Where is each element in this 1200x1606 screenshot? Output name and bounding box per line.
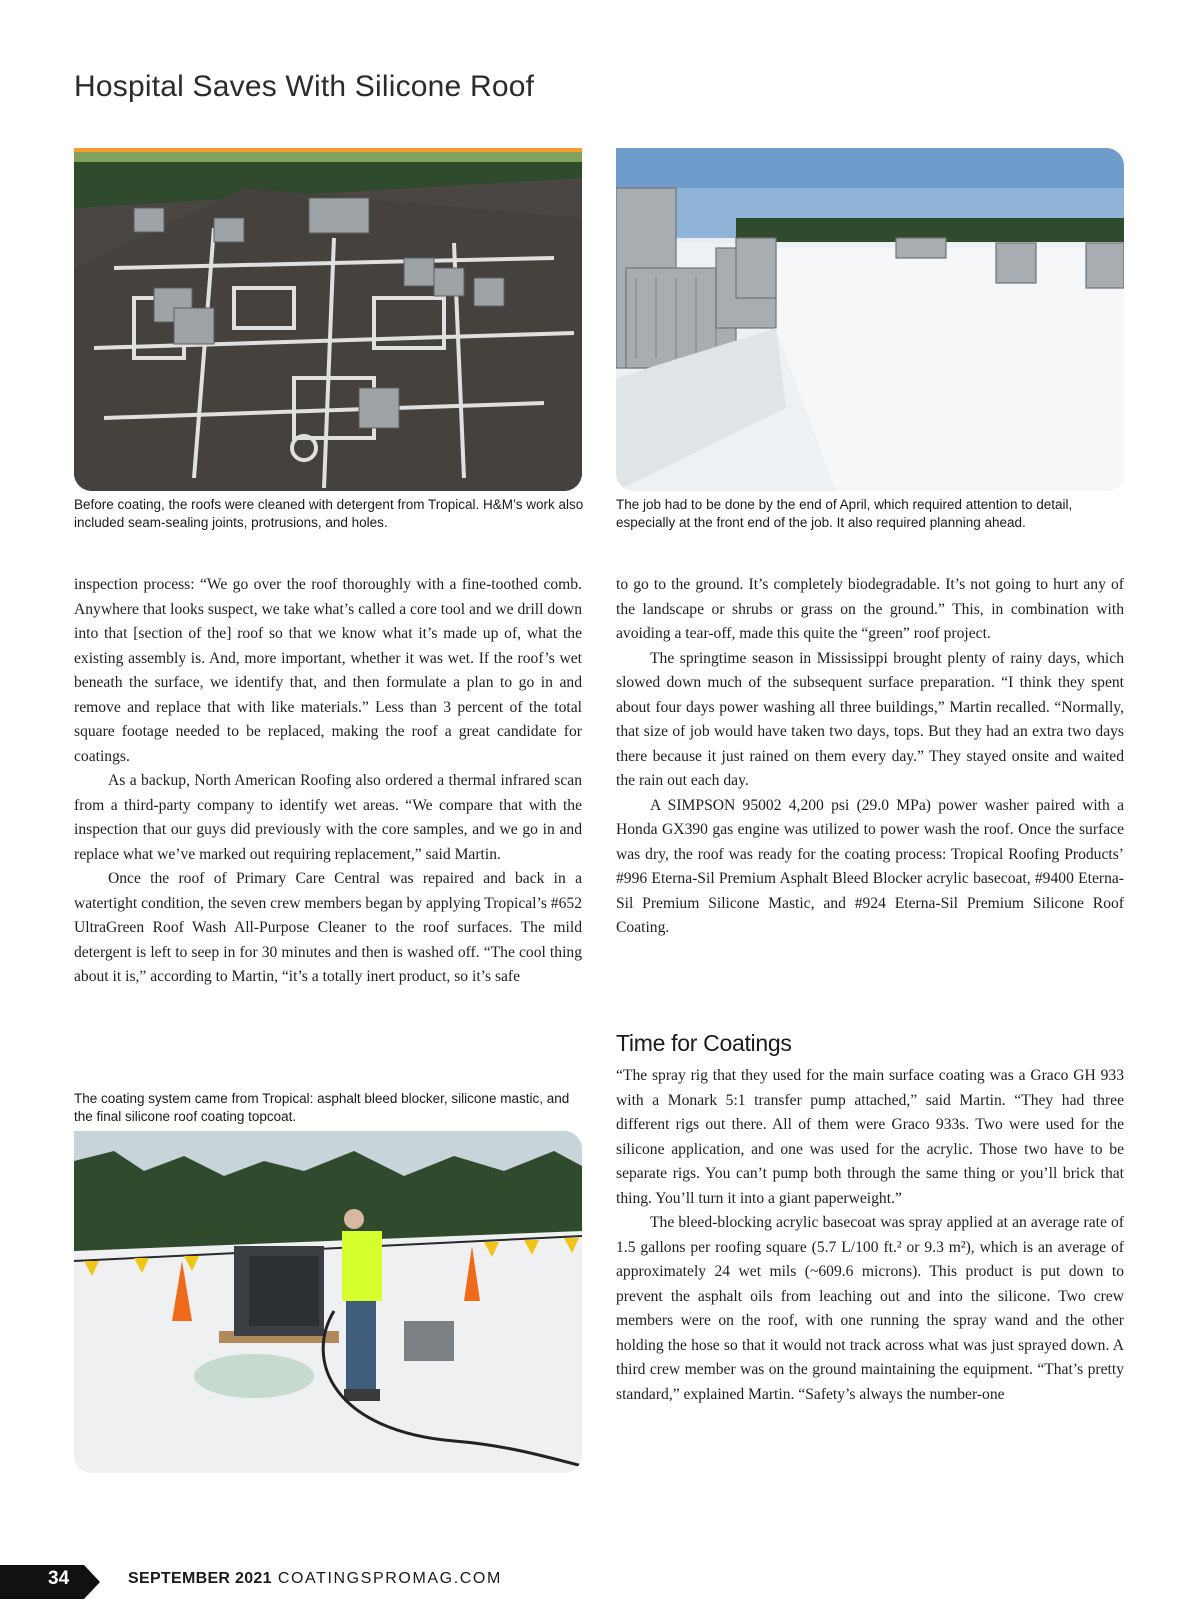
body-paragraph: A SIMPSON 95002 4,200 psi (29.0 MPa) power washer paired with a Honda GX390 gas engine was utilized to power wash the roof. Once the surface was dry, the roof was ready for the coating process: Tropical Roofing Products’ #996 Eterna-Sil Premium Asphalt Bleed Blocker acrylic basecoat, #9400 Eterna-Sil Premium Silicone Mastic, and #924 Eterna-Sil Premium Silicone Roof Coating. xyxy=(616,796,1124,936)
coated-roof-photo xyxy=(616,148,1124,491)
worker-spraying-image xyxy=(74,1131,582,1473)
body-column-left xyxy=(74,573,582,990)
article-title: Hospital Saves With Silicone Roof xyxy=(74,70,535,103)
body-column-right-top xyxy=(616,573,1124,941)
body-paragraph: Once the roof of Primary Care Central was repaired and back in a watertight condition, the seven crew members began by applying Tropical’s #652 UltraGreen Roof Wash All-Purpose Cleaner to the roof surfaces. The mild detergent is left to seep in for 30 minutes and then is washed off. “The cool thing about it is,” according to Martin, “it’s a totally inert product, so it’s safe xyxy=(74,870,582,985)
before-coating-photo xyxy=(74,148,582,491)
body-paragraph: inspection process: “We go over the roof thoroughly with a fine-toothed comb. Anywhere that looks suspect, we take what’s called a core tool and we drill down into that [section of the] roof so that we know what it’s made up of, what the existing assembly is. And, more important, whether it was wet. If the roof’s wet beneath the surface, we identify that, and then formulate a plan to go in and remove and replace that with like materials.” Less than 3 percent of the total square footage needed to be replaced, making the roof a great candidate for coatings. xyxy=(74,576,582,765)
worker-spraying-photo xyxy=(74,1131,582,1473)
caption-before-coating: Before coating, the roofs were cleaned with detergent from Tropical. H&M’s work also included seam-sealing joints, protrusions, and holes. xyxy=(74,497,584,530)
coated-roof-image xyxy=(616,148,1124,491)
body-column-right-bottom xyxy=(616,1064,1124,1407)
body-paragraph: “The spray rig that they used for the main surface coating was a Graco GH 933 with a Monark 5:1 transfer pump attached,” said Martin. “They had three different rigs out there. All of them were Graco 933s. Two were used for the silicone application, and one was used for the acrylic. Those two have to be separate rigs. You can’t pump both through the same thing or you’ll brick that thing. You’ll turn it into a giant paperweight.” xyxy=(616,1067,1124,1207)
body-paragraph: As a backup, North American Roofing also ordered a thermal infrared scan from a third-party company to identify wet areas. “We compare that with the inspection that our guys did previously with the core samples, and we go in and replace what we’ve marked out requiring replacement,” said Martin. xyxy=(74,772,582,863)
body-paragraph: The springtime season in Mississippi brought plenty of rainy days, which slowed down much of the subsequent surface preparation. “I think they spent about four days power washing all three buildings,” Martin recalled. “Normally, that size of job would have taken two days, tops. But they had an extra two days there because it just rained on them every day.” They stayed onsite and waited the rain out each day. xyxy=(616,649,1124,789)
caption-deadline: The job had to be done by the end of April, which required attention to detail, especially at the front end of the job. It also required planning ahead. xyxy=(616,497,1073,530)
before-coating-image xyxy=(74,148,582,491)
footer-issue-line xyxy=(128,1570,502,1588)
footer-site: COATINGSPROMAG.COM xyxy=(277,1570,502,1587)
caption-coating-system: The coating system came from Tropical: asphalt bleed blocker, silicone mastic, and the final silicone roof coating topcoat. xyxy=(74,1091,570,1124)
body-paragraph: The bleed-blocking acrylic basecoat was spray applied at an average rate of 1.5 gallons per roofing square (5.7 L/100 ft.² or 9.3 m²), which is an average of approximately 24 wet mils (~609.6 microns). This product is put down to prevent the asphalt oils from leaching out and into the silicone. Two crew members were on the roof, with one running the spray wand and the other holding the hose so that it would not track across what was just sprayed down. A third crew member was on the ground maintaining the equipment. “That’s pretty standard,” explained Martin. “Safety’s always the number-one xyxy=(616,1214,1124,1403)
section-subheading: Time for Coatings xyxy=(616,1030,792,1056)
body-paragraph: to go to the ground. It’s completely biodegradable. It’s not going to hurt any of the landscape or shrubs or grass on the ground.” This, in combination with avoiding a tear-off, made this quite the “green” roof project. xyxy=(616,576,1124,642)
footer-issue: SEPTEMBER 2021 xyxy=(128,1570,272,1587)
page-number: 34 xyxy=(48,1568,70,1589)
